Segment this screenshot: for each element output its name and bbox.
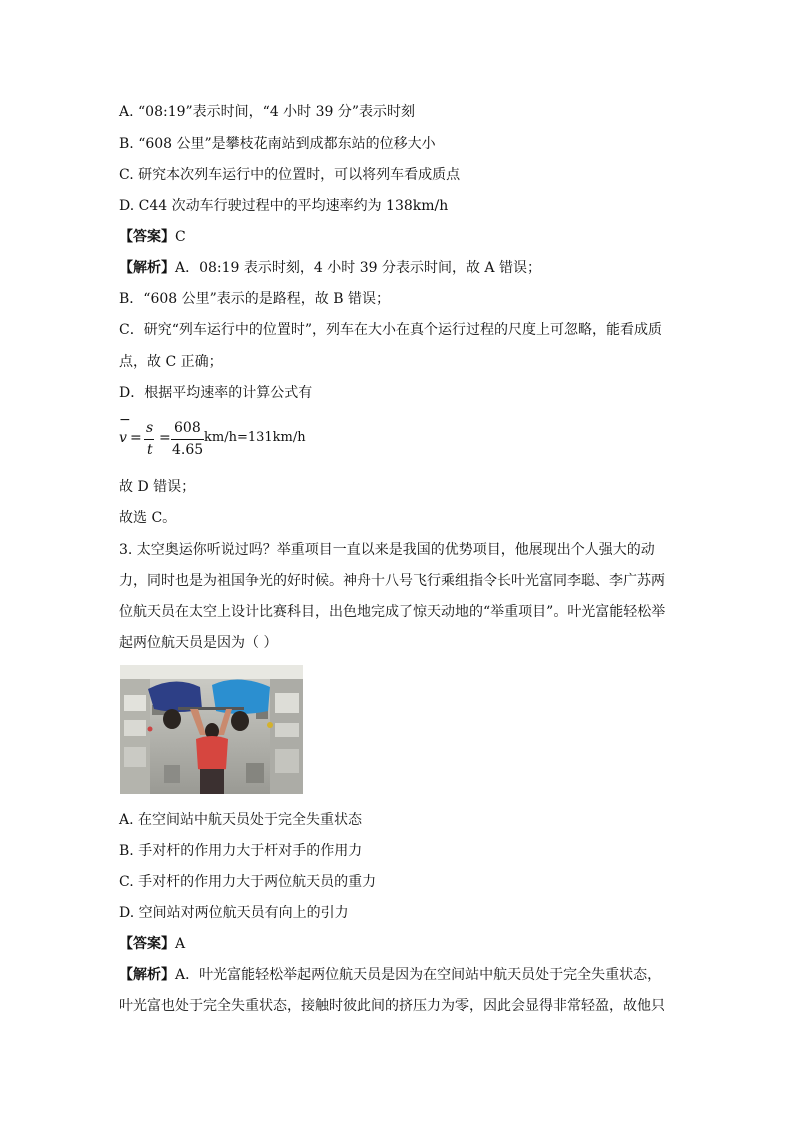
q2-answer-line [119, 228, 186, 246]
answer-tag: 【答案】 [119, 936, 175, 952]
q2-analysis-c1: C．研究“列车运行中的位置时”，列车在大小在真个运行过程的尺度上可忽略，能看成质 [119, 322, 663, 338]
analysis-tag: 【解析】 [119, 967, 175, 983]
q3-option-a: A. 在空间站中航天员处于完全失重状态 [119, 812, 363, 828]
formula-num: 608 [174, 420, 201, 436]
formula-t: t [147, 442, 153, 458]
q2-option-d: D. C44 次动车行驶过程中的平均速率约为 138km/h [119, 198, 449, 214]
formula-eq2: = [159, 430, 171, 446]
q2-analysis-c2: 点，故 C 正确； [119, 354, 223, 370]
formula-den: 4.65 [172, 442, 204, 458]
fraction-bar-st [144, 439, 154, 440]
analysis-tag: 【解析】 [119, 260, 175, 276]
q2-analysis-d: D．根据平均速率的计算公式有 [119, 385, 313, 401]
q2-conclusion-d: 故 D 错误； [119, 479, 196, 495]
analysis-a1: A．叶光富能轻松举起两位航天员是因为在空间站中航天员处于完全失重状态， [175, 967, 662, 983]
q2-option-c: C. 研究本次列车运行中的位置时，可以将列车看成质点 [119, 167, 461, 183]
q3-analysis-a1-line [119, 966, 661, 984]
q3-option-b: B. 手对杆的作用力大于杆对手的作用力 [119, 843, 363, 859]
q3-option-c: C. 手对杆的作用力大于两位航天员的重力 [119, 874, 377, 890]
fraction-bar-num [171, 439, 204, 440]
q3-option-d: D. 空间站对两位航天员有向上的引力 [119, 905, 349, 921]
formula-eq1: = [130, 430, 142, 446]
q3-stem-4: 起两位航天员是因为（ ） [119, 635, 278, 651]
q2-option-b: B. “608 公里”是攀枝花南站到成都东站的位移大小 [119, 136, 436, 152]
q3-stem-2: 力，同时也是为祖国争光的好时候。神舟十八号飞行乘组指令长叶光富同李聪、李广苏两 [119, 573, 665, 589]
q2-final: 故选 C。 [119, 510, 177, 526]
q2-analysis-b: B．“608 公里”表示的是路程，故 B 错误； [119, 291, 390, 307]
q2-option-a: A. “08:19”表示时间，“4 小时 39 分”表示时刻 [119, 104, 416, 120]
answer-tag: 【答案】 [119, 229, 175, 245]
space-station-weightlifting-photo [120, 665, 303, 794]
answer-value: A [175, 936, 186, 952]
v-bar: − [119, 412, 131, 428]
formula-tail: km/h=131km/h [204, 430, 306, 445]
answer-value: C [175, 229, 186, 245]
q3-answer-line [119, 935, 185, 953]
formula-v: v [119, 430, 127, 446]
q3-analysis-a2: 叶光富也处于完全失重状态，接触时彼此间的挤压力为零，因此会显得非常轻盈，故他只 [119, 998, 665, 1014]
average-speed-formula [119, 412, 419, 462]
q2-analysis-a-line [119, 259, 541, 277]
q3-stem-1: 3. 太空奥运你听说过吗？举重项目一直以来是我国的优势项目，他展现出个人强大的动 [119, 542, 655, 558]
q3-stem-3: 位航天员在太空上设计比赛科目，出色地完成了惊天动地的“举重项目”。叶光富能轻松举 [119, 604, 666, 620]
formula-s: s [146, 420, 154, 436]
analysis-a: A．08:19 表示时刻，4 小时 39 分表示时间，故 A 错误； [175, 260, 541, 276]
